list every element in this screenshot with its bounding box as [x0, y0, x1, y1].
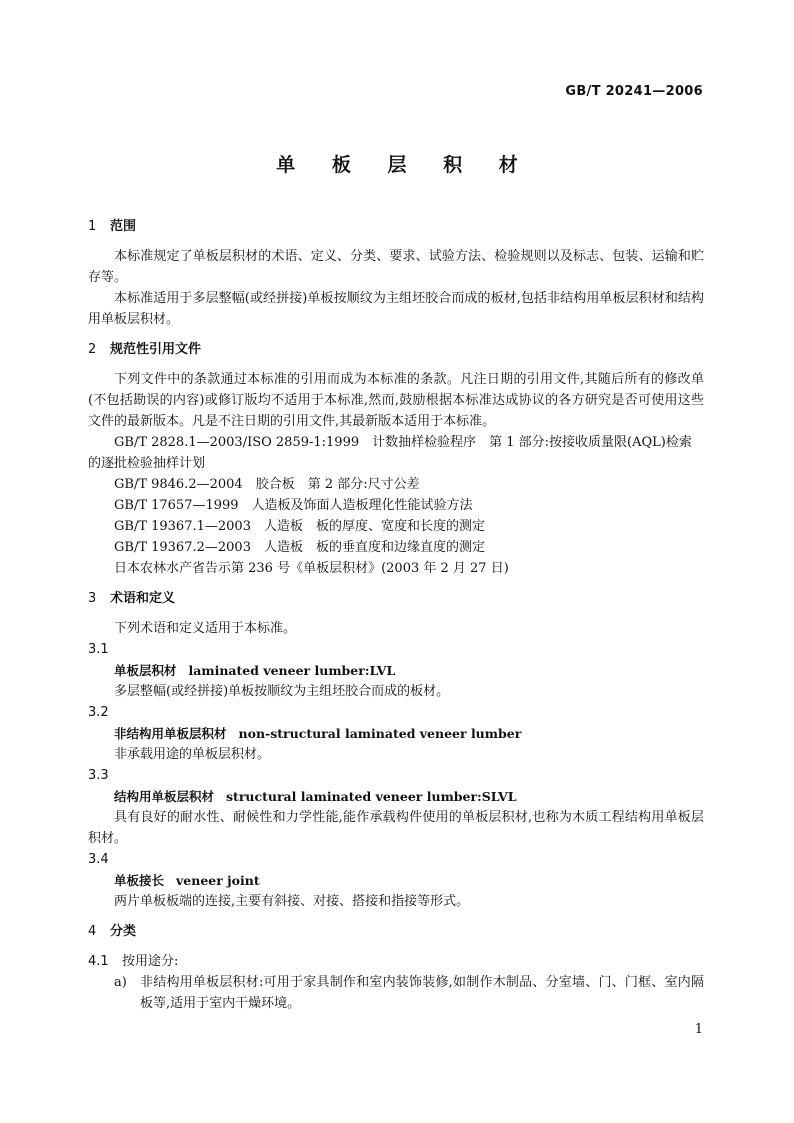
reference-item: GB/T 19367.2—2003 人造板 板的垂直度和边缘直度的测定 — [114, 540, 485, 555]
list-item — [88, 972, 704, 1014]
term-heading — [88, 786, 704, 807]
term-definition: 具有良好的耐水性、耐候性和力学性能,能作承载构件使用的单板层积材,也称为木质工程结构用单板层积材。 — [88, 810, 704, 846]
section-number: 1 — [88, 219, 97, 234]
term-definition: 两片单板板端的连接,主要有斜接、对接、搭接和指接等形式。 — [114, 894, 470, 909]
paragraph: 下列术语和定义适用于本标准。 — [114, 621, 297, 636]
term-heading — [88, 660, 704, 681]
section-number: 4 — [88, 924, 97, 939]
term-zh: 单板接长 — [114, 873, 165, 888]
page-title: 单 板 层 积 材 — [276, 154, 533, 176]
term-heading — [88, 723, 704, 744]
term-en: structural laminated veneer lumber:SLVL — [226, 789, 517, 804]
list-item-text: 非结构用单板层积材:可用于家具制作和室内装饰装修,如制作木制品、分室墙、门、门框、室内隔板等,适用于室内干燥环境。 — [140, 975, 704, 1011]
reference-item: 日本农林水产省告示第 236 号《单板层积材》(2003 年 2 月 27 日) — [114, 561, 509, 576]
page-number: 1 — [694, 1022, 703, 1037]
term-number: 3.1 — [88, 642, 109, 657]
section-title: 分类 — [110, 924, 137, 939]
section-heading-terms — [88, 588, 704, 609]
term-en: non-structural laminated veneer lumber — [238, 726, 522, 741]
reference-item: GB/T 19367.1—2003 人造板 板的厚度、宽度和长度的测定 — [114, 519, 485, 534]
term-zh: 非结构用单板层积材 — [114, 726, 227, 741]
document-code: GB/T 20241—2006 — [565, 84, 703, 99]
term-en: laminated veneer lumber:LVL — [188, 663, 396, 678]
term-definition: 非承载用途的单板层积材。 — [114, 747, 271, 762]
section-heading-classification — [88, 921, 704, 942]
section-title: 范围 — [110, 219, 137, 234]
section-number: 3 — [88, 591, 97, 606]
term-zh: 结构用单板层积材 — [114, 789, 215, 804]
term-heading — [88, 870, 704, 891]
section-title: 规范性引用文件 — [110, 342, 202, 357]
reference-item: GB/T 17657—1999 人造板及饰面人造板理化性能试验方法 — [114, 498, 473, 513]
subsection-line — [88, 951, 704, 972]
term-zh: 单板层积材 — [114, 663, 177, 678]
section-heading-scope — [88, 216, 704, 237]
paragraph: 本标准规定了单板层积材的术语、定义、分类、要求、试验方法、检验规则以及标志、包装、运输和贮存等。 — [88, 249, 704, 285]
reference-item: GB/T 9846.2—2004 胶合板 第 2 部分:尺寸公差 — [114, 477, 420, 492]
document-body — [88, 216, 704, 1014]
term-number: 3.4 — [88, 852, 109, 867]
subsection-text: 按用途分: — [122, 954, 179, 969]
term-definition: 多层整幅(或经拼接)单板按顺纹为主组坯胶合而成的板材。 — [114, 684, 450, 699]
subsection-number: 4.1 — [88, 954, 109, 969]
list-marker: a) — [114, 975, 127, 990]
term-en: veneer joint — [176, 873, 260, 888]
section-title: 术语和定义 — [110, 591, 176, 606]
section-heading-normative-references — [88, 339, 704, 360]
term-number: 3.3 — [88, 768, 109, 783]
section-number: 2 — [88, 342, 97, 357]
reference-item: GB/T 2828.1—2003/ISO 2859-1:1999 计数抽样检验程序 第 1 部分:按接收质量限(AQL)检索的逐批检验抽样计划 — [88, 435, 692, 471]
term-number: 3.2 — [88, 705, 109, 720]
paragraph: 本标准适用于多层整幅(或经拼接)单板按顺纹为主组坯胶合而成的板材,包括非结构用单板层积材和结构用单板层积材。 — [88, 291, 704, 327]
paragraph: 下列文件中的条款通过本标准的引用而成为本标准的条款。凡注日期的引用文件,其随后所有的修改单(不包括勘误的内容)或修订版均不适用于本标准,然而,鼓励根据本标准达成协议的各方研究是否可使用这些文件的最新版本。凡是不注日期的引用文件,其最新版本适用于本标准。 — [88, 372, 704, 429]
